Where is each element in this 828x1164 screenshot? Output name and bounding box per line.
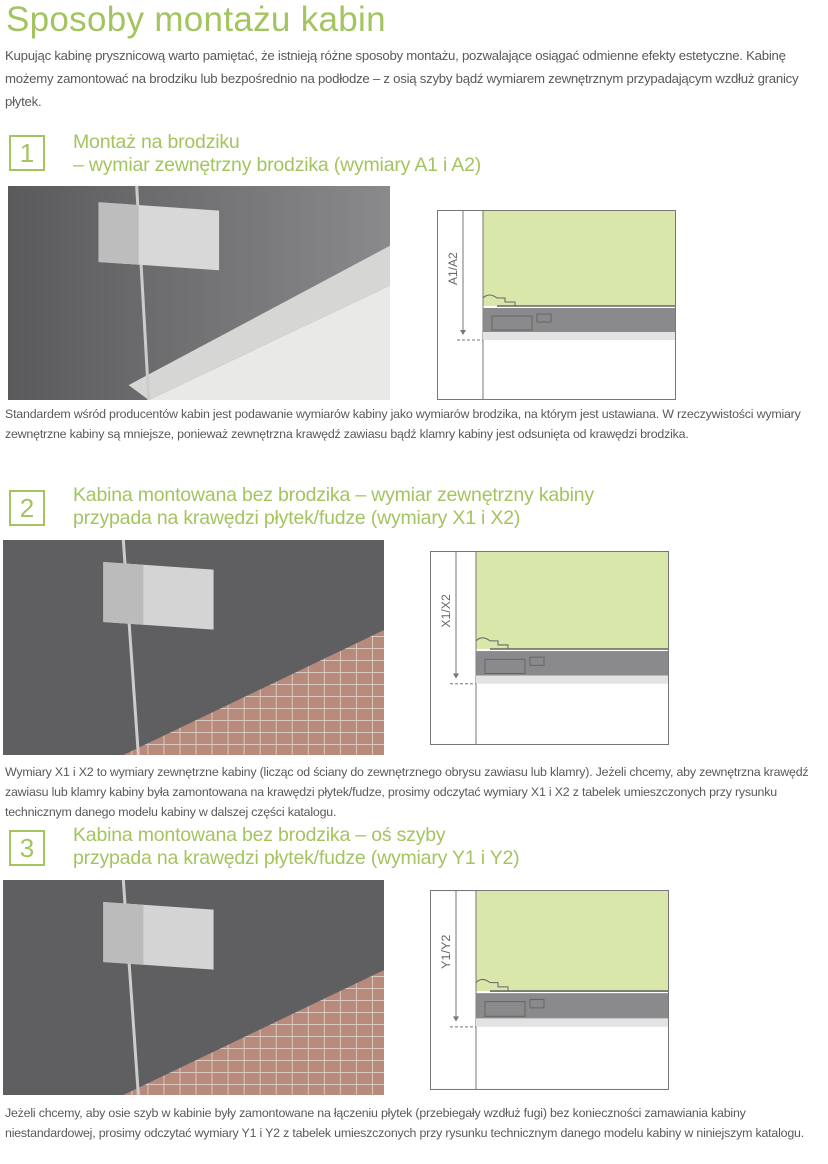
section-heading-line1: Kabina montowana bez brodzika – wymiar zewnętrzny kabiny xyxy=(73,484,594,506)
section-number-badge: 2 xyxy=(9,490,45,526)
installation-photo xyxy=(3,540,384,755)
section-heading-line1: Kabina montowana bez brodzika – oś szyby xyxy=(73,824,446,846)
section-number-badge: 1 xyxy=(9,135,45,171)
section-heading xyxy=(73,131,481,177)
installation-photo xyxy=(3,880,384,1095)
installation-photo xyxy=(8,186,390,400)
section-number-badge: 3 xyxy=(9,830,45,866)
page-title: Sposoby montażu kabin xyxy=(6,0,386,39)
section-heading-line2: przypada na krawędzi płytek/fudze (wymiary X1 i X2) xyxy=(73,507,521,529)
technical-diagram xyxy=(430,551,669,745)
section-heading xyxy=(73,824,519,870)
section-heading-line2: przypada na krawędzi płytek/fudze (wymiary Y1 i Y2) xyxy=(73,847,520,869)
dimension-label: X1/X2 xyxy=(439,594,453,628)
section-caption: Jeżeli chcemy, aby osie szyb w kabinie były zamontowane na łączeniu płytek (przebiegały wzdłuż fugi) bez konieczności zamawiania kabiny niestandardowej, prosimy odczytać wymiary Y1 i Y2 z tabelek umieszczonych przy rysunku technicznym danego modelu kabiny w niniejszym katalogu. xyxy=(5,1106,804,1140)
section-caption: Wymiary X1 i X2 to wymiary zewnętrzne kabiny (licząc od ściany do zewnętrznego obrysu zawiasu lub klamry). Jeżeli chcemy, aby zewnętrzna krawędź zawiasu lub klamry kabiny była zamontowana na krawędzi płytek/fudze, prosimy odczytać wymiary X1 i X2 z tabelek umieszczonych przy rysunku technicznym danego modelu kabiny w dalszej części katalogu. xyxy=(5,765,809,819)
section-heading-line1: Montaż na brodziku xyxy=(73,131,240,153)
dimension-label: Y1/Y2 xyxy=(439,934,453,969)
intro-paragraph: Kupując kabinę prysznicową warto pamiętać, że istnieją różne sposoby montażu, pozwalające osiągać odmienne efekty estetyczne. Kabinę możemy zamontować na brodziku lub bezpośrednio na podłodze – z osią szyby bądź wymiarem zewnętrznym przypadającym wzdłuż granicy płytek. xyxy=(5,48,799,109)
section-caption: Standardem wśród producentów kabin jest podawanie wymiarów kabiny jako wymiarów brodzika, na którym jest ustawiana. W rzeczywistości wymiary zewnętrzne kabiny są mniejsze, ponieważ zewnętrzna krawędź zawiasu bądź klamry kabiny jest odsunięta od krawędzi brodzika. xyxy=(5,407,801,441)
technical-diagram xyxy=(430,890,669,1090)
section-heading-line2: – wymiar zewnętrzny brodzika (wymiary A1 i A2) xyxy=(73,154,482,176)
technical-diagram xyxy=(437,210,676,400)
section-heading xyxy=(73,484,594,530)
dimension-label: A1/A2 xyxy=(446,252,460,285)
